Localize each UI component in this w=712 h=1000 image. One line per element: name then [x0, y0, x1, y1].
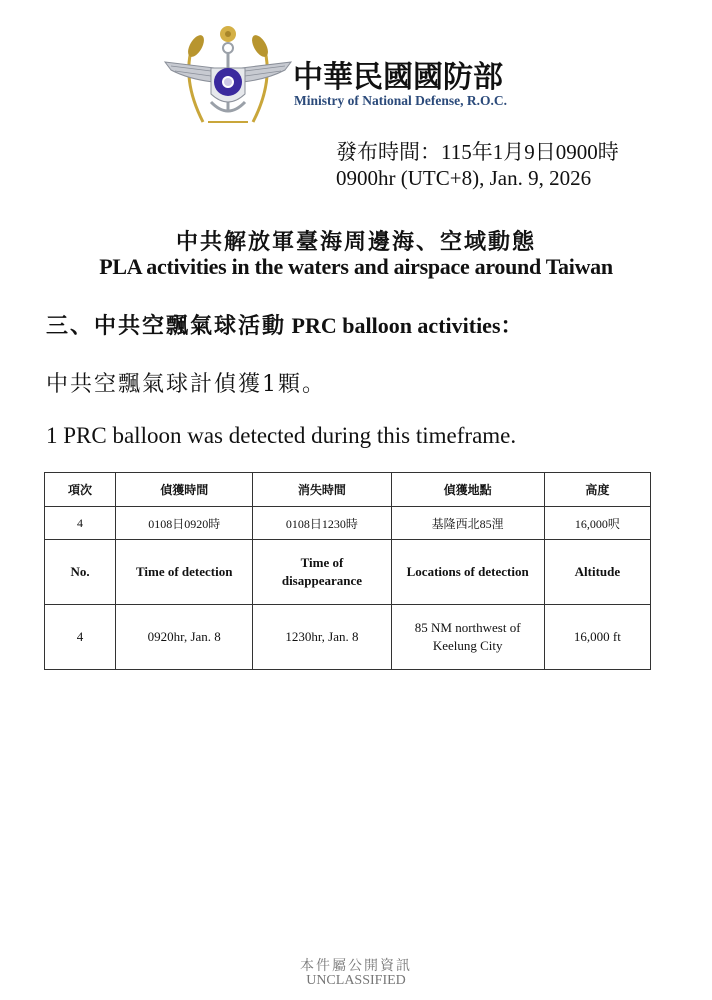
cell-no: 4 [45, 507, 116, 540]
cell-detection-time: 0920hr, Jan. 8 [116, 605, 253, 670]
classification-zh: 本件屬公開資訊 [300, 958, 412, 974]
header-cell: 偵獲時間 [116, 473, 253, 507]
table-header-zh [45, 473, 651, 507]
section-heading-zh: 三、中共空飄氣球活動 [46, 313, 287, 339]
release-time-en: 0900hr (UTC+8), Jan. 9, 2026 [336, 166, 592, 190]
header-cell: Time of detection [116, 540, 253, 605]
cell-location: 基隆西北85浬 [391, 507, 544, 540]
table-header-en [45, 540, 651, 605]
classification-en: UNCLASSIFIED [306, 973, 406, 988]
header-cell: Locations of detection [391, 540, 544, 605]
header-cell: 項次 [45, 473, 116, 507]
summary-en: 1 PRC balloon was detected during this timeframe. [46, 423, 517, 448]
header-cell: Altitude [544, 540, 650, 605]
section-heading [46, 309, 523, 340]
cell-altitude: 16,000 ft [544, 605, 650, 670]
header-cell: 高度 [544, 473, 650, 507]
table-row [45, 605, 651, 670]
page-title-en: PLA activities in the waters and airspace around Taiwan [99, 254, 613, 279]
header-cell: Time of disappearance [253, 540, 391, 605]
org-name-zh: 中華民國國防部 [293, 60, 503, 95]
header-cell: 偵獲地點 [391, 473, 544, 507]
release-time-zh: 發布時間：115年1月9日0900時 [336, 140, 619, 164]
header-cell: No. [45, 540, 116, 605]
section-heading-en: PRC balloon activities： [291, 313, 523, 338]
table-row [45, 507, 651, 540]
summary-zh: 中共空飄氣球計偵獲1顆。 [46, 372, 326, 397]
org-name-en: Ministry of National Defense, R.O.C. [294, 93, 507, 108]
cell-disappearance-time: 0108日1230時 [253, 507, 391, 540]
cell-no: 4 [45, 605, 116, 670]
cell-disappearance-time: 1230hr, Jan. 8 [253, 605, 391, 670]
cell-location: 85 NM northwest of Keelung City [391, 605, 544, 670]
cell-altitude: 16,000呎 [544, 507, 650, 540]
balloon-detection-table [44, 472, 651, 670]
page-title-zh: 中共解放軍臺海周邊海、空域動態 [175, 229, 536, 255]
header-cell: 消失時間 [253, 473, 391, 507]
mnd-emblem-icon [163, 24, 293, 130]
cell-detection-time: 0108日0920時 [116, 507, 253, 540]
